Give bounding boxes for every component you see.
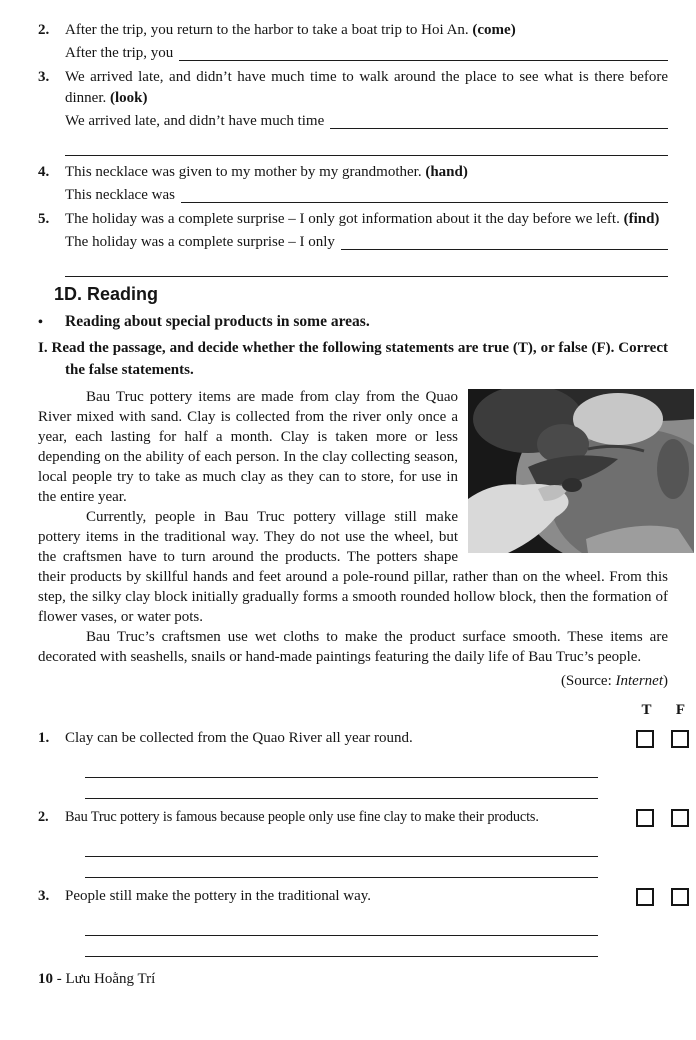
question-number: 1. (38, 730, 50, 746)
question-number: 3. (38, 888, 50, 904)
answer-checkboxes (636, 888, 689, 906)
section-objective (38, 311, 668, 333)
blank-underline[interactable] (341, 249, 668, 250)
blank-underline[interactable] (330, 128, 668, 129)
task-numeral: I. (38, 340, 48, 356)
answer-line (38, 42, 668, 64)
question-statement: Clay can be collected from the Quao River all year round. (65, 730, 413, 746)
passage-paragraph-3: Bau Truc’s craftsmen use wet cloths to make the product surface smooth. These items are decorated with seashells, snails or hand-made paintings featuring the daily life of Bau Truc’s people. (38, 629, 668, 665)
continuation-underline[interactable] (65, 141, 668, 156)
exercise-sentence (38, 67, 668, 109)
sentence-text: After the trip, you return to the harbor to take a boat trip to Hoi An. (65, 22, 469, 38)
exercise-sentence (38, 162, 668, 183)
exercise-item-5 (38, 209, 668, 277)
correction-underline[interactable] (85, 761, 598, 778)
source-suffix: ) (663, 673, 668, 689)
source-prefix: (Source: (560, 673, 616, 689)
sentence-text: The holiday was a complete surprise – I only got information about it the day before we left. (65, 211, 620, 227)
source-credit (38, 671, 668, 692)
task-instruction (38, 337, 668, 381)
continuation-underline[interactable] (65, 262, 668, 277)
verb-hint: (look) (110, 90, 148, 106)
verb-hint: (come) (472, 22, 516, 38)
false-checkbox[interactable] (671, 888, 689, 906)
true-checkbox[interactable] (636, 730, 654, 748)
answer-line (38, 231, 668, 253)
correction-underline[interactable] (85, 861, 598, 878)
author-name: Lưu Hoằng Trí (65, 971, 156, 987)
true-false-header (38, 700, 689, 720)
answer-checkboxes (636, 809, 689, 827)
exercise-sentence (38, 209, 668, 230)
footer-separator: - (53, 971, 66, 987)
question-row-1 (38, 728, 668, 749)
item-number: 5. (38, 211, 50, 227)
source-name: Internet (615, 673, 663, 689)
reading-passage (38, 387, 668, 667)
pottery-photo (468, 389, 694, 553)
item-number: 2. (38, 22, 50, 38)
answer-checkboxes (636, 730, 689, 748)
sentence-text: We arrived late, and didn’t have much time to walk around the place to see what is there before dinner. (65, 69, 668, 106)
false-column-label: F (675, 702, 686, 718)
question-text (38, 886, 628, 907)
question-row-2 (38, 807, 668, 828)
verb-hint: (find) (623, 211, 660, 227)
bullet-icon: • (38, 315, 43, 330)
section-heading: 1D. Reading (54, 284, 159, 304)
correction-underline[interactable] (85, 782, 598, 799)
blank-underline[interactable] (181, 202, 668, 203)
question-statement: People still make the pottery in the traditional way. (65, 888, 372, 904)
verb-hint: (hand) (425, 164, 468, 180)
question-text (38, 807, 628, 828)
sentence-text: This necklace was given to my mother by my grandmother. (65, 164, 422, 180)
answer-line (38, 184, 668, 206)
correction-underline[interactable] (85, 840, 598, 857)
page-footer (38, 969, 668, 989)
objective-text: Reading about special products in some areas. (65, 313, 370, 330)
exercise-item-4 (38, 162, 668, 206)
page-number: 10 (38, 971, 53, 987)
true-checkbox[interactable] (636, 888, 654, 906)
pottery-photo-image (468, 389, 694, 553)
answer-stem: We arrived late, and didn’t have much time (65, 113, 325, 129)
answer-line (38, 110, 668, 132)
question-text (38, 728, 628, 749)
question-statement: Bau Truc pottery is famous because people only use fine clay to make their products. (65, 809, 539, 825)
answer-stem: This necklace was (65, 187, 175, 203)
correction-underline[interactable] (85, 940, 598, 957)
passage-paragraph-2: Currently, people in Bau Truc pottery village still make pottery items in the traditional way. They do not use the wheel, but the craftsmen have to turn around the products. The potters shape their products by skillful hands and feet around a pole-round pillar, rather than on the wheel. From this step, the silky clay block initially gradually forms a smooth rounded hollow block, then the formation of flower vases, or water pots. (38, 509, 668, 625)
task-text: Read the passage, and decide whether the following statements are true (T), or false (F). Correct the false statements. (51, 340, 668, 378)
item-number: 3. (38, 69, 50, 85)
exercise-item-2 (38, 20, 668, 64)
answer-stem: The holiday was a complete surprise – I only (65, 234, 335, 250)
passage-paragraph-1: Bau Truc pottery items are made from clay from the Quao River mixed with sand. Clay is collected from the river only once a year, each lasting for half a month. Clay is taken more or less depending on the ability of each person. In the clay collecting season, local people try to take as much clay as they can to store, for use in the entire year. (38, 389, 458, 505)
correction-underline[interactable] (85, 919, 598, 936)
blank-underline[interactable] (179, 60, 668, 61)
answer-stem: After the trip, you (65, 45, 174, 61)
false-checkbox[interactable] (671, 809, 689, 827)
true-column-label: T (641, 702, 652, 718)
exercise-sentence (38, 20, 668, 41)
true-checkbox[interactable] (636, 809, 654, 827)
false-checkbox[interactable] (671, 730, 689, 748)
question-number: 2. (38, 809, 49, 825)
exercise-item-3 (38, 67, 668, 156)
question-row-3 (38, 886, 668, 907)
item-number: 4. (38, 164, 50, 180)
